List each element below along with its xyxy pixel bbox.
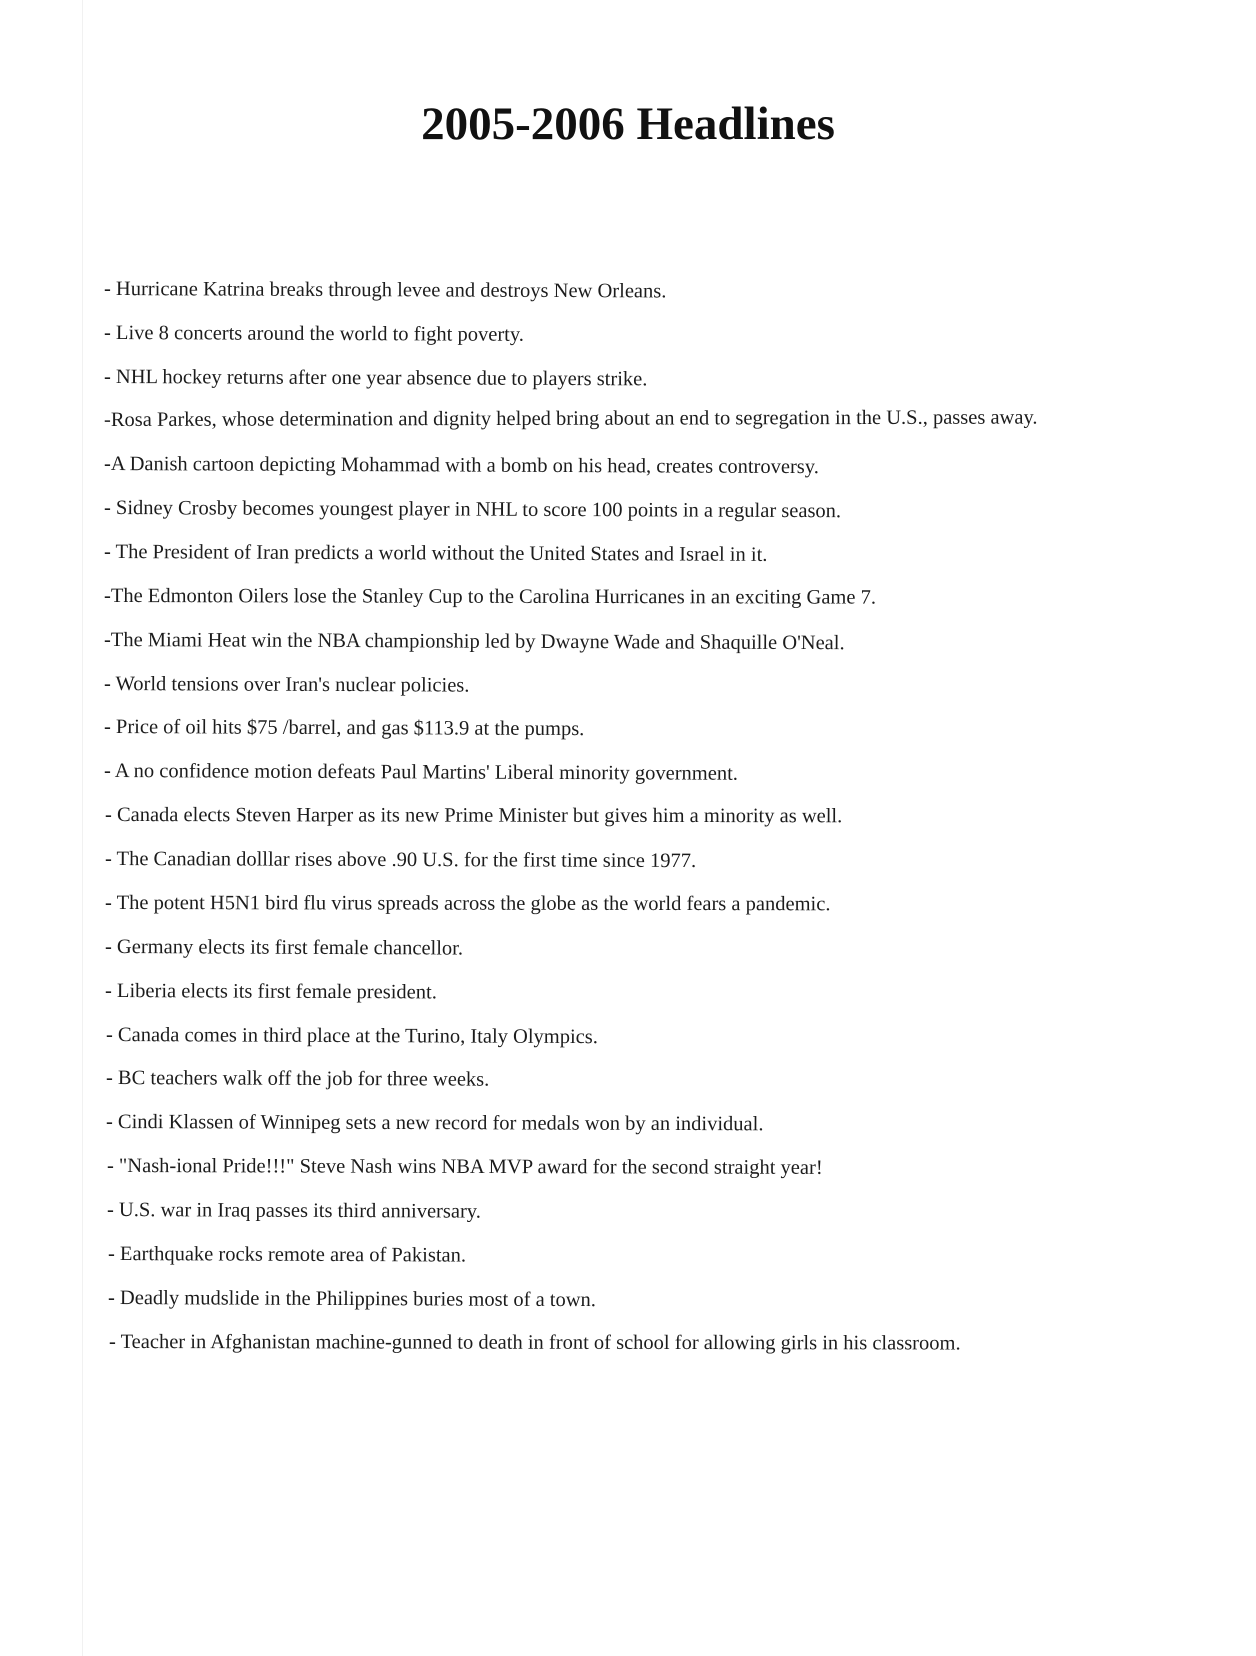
headline-item: -A Danish cartoon depicting Mohammad with a bomb on his head, creates controversy. [103, 453, 819, 479]
headline-item: - Earthquake rocks remote area of Pakistan. [107, 1243, 467, 1267]
headline-item: - Cindi Klassen of Winnipeg sets a new record for medals won by an individual. [105, 1111, 764, 1136]
headline-item: - A no confidence motion defeats Paul Martins' Liberal minority government. [103, 760, 738, 785]
headline-item: - U.S. war in Iraq passes its third anniversary. [106, 1199, 481, 1223]
headline-item: - Germany elects its first female chancellor. [104, 936, 464, 960]
headline-item: - Live 8 concerts around the world to fight poverty. [103, 322, 524, 346]
headline-item: - Liberia elects its first female president. [104, 980, 437, 1004]
headline-item: - The Canadian dolllar rises above .90 U.S. for the first time since 1977. [104, 848, 697, 873]
headline-item: - Teacher in Afghanistan machine-gunned to death in front of school for allowing girls in his classroom. [108, 1331, 961, 1355]
headline-item: - The President of Iran predicts a world without the United States and Israel in it. [103, 541, 768, 566]
headline-item: -Rosa Parkes, whose determination and dignity helped bring about an end to segregation in the U.S., passes away. [103, 406, 1038, 431]
headline-item: - The potent H5N1 bird flu virus spreads across the globe as the world fears a pandemic. [104, 892, 831, 916]
headline-item: - Hurricane Katrina breaks through levee and destroys New Orleans. [103, 278, 667, 303]
headline-item: - BC teachers walk off the job for three weeks. [105, 1067, 490, 1091]
headline-item: - Canada comes in third place at the Turino, Italy Olympics. [105, 1024, 598, 1049]
headline-item: -The Edmonton Oilers lose the Stanley Cup to the Carolina Hurricanes in an exciting Game 7. [103, 585, 877, 609]
headline-item: - Price of oil hits $75 /barrel, and gas $113.9 at the pumps. [103, 716, 585, 741]
headline-item: - NHL hockey returns after one year absence due to players strike. [103, 366, 648, 391]
headline-item: - Deadly mudslide in the Philippines buries most of a town. [107, 1287, 597, 1312]
headline-item: - Canada elects Steven Harper as its new Prime Minister but gives him a minority as well. [104, 804, 843, 828]
headline-item: - World tensions over Iran's nuclear policies. [103, 673, 470, 697]
headline-item: -The Miami Heat win the NBA championship led by Dwayne Wade and Shaquille O'Neal. [103, 629, 845, 655]
headline-item: - "Nash-ional Pride!!!" Steve Nash wins NBA MVP award for the second straight year! [106, 1155, 823, 1179]
headline-item: - Sidney Crosby becomes youngest player in NHL to score 100 points in a regular season. [103, 497, 842, 523]
page-title: 2005-2006 Headlines [421, 98, 835, 150]
